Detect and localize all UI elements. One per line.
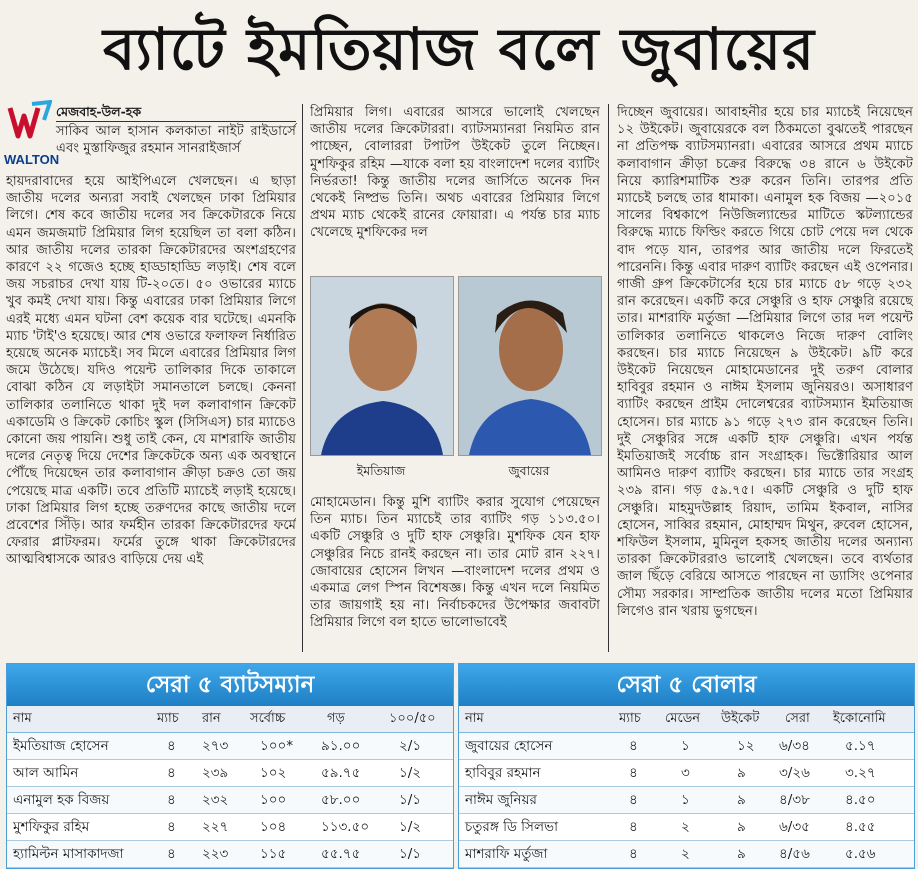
average: ১১৩.৫০ (321, 819, 370, 835)
highest: ১০০* (260, 738, 294, 754)
player-name: হাবিবুর রহমান (465, 765, 541, 781)
top-batsmen-table (6, 663, 454, 869)
headline: ব্যাটে ইমতিয়াজ বলে জুবায়ের (103, 15, 815, 83)
matches: ৪ (167, 846, 176, 862)
header-cell: ম্যাচ (157, 711, 179, 726)
table-row (7, 760, 453, 787)
table-header (459, 706, 914, 733)
header-cell: ইকোনোমি (833, 711, 886, 726)
walton-logo-text: WALTON (4, 152, 60, 167)
hundreds-fifties: ১/১ (399, 846, 422, 862)
best: ৪/৫৬ (779, 846, 810, 862)
matches: ৪ (167, 819, 176, 835)
table-row (7, 814, 453, 841)
maidens: ৩ (681, 765, 690, 781)
matches: ৪ (629, 765, 638, 781)
runs: ২২৩ (202, 846, 229, 862)
highest: ১০০ (260, 792, 287, 808)
table-row (459, 787, 914, 814)
matches: ৪ (629, 846, 638, 862)
player-name: চতুরঙ্গ ডি সিলভা (465, 819, 558, 835)
player-name: জুবায়ের হোসেন (465, 738, 553, 754)
runs: ২৩৯ (202, 765, 229, 781)
average: ৫৫.৭৫ (321, 846, 361, 862)
average: ৫৮.০০ (321, 792, 361, 808)
hundreds-fifties: ১/২ (399, 819, 422, 835)
hundreds-fifties: ১/১ (399, 792, 422, 808)
maidens: ২ (681, 819, 690, 835)
player-name: ইমতিয়াজ হোসেন (13, 738, 109, 754)
article-column-2: প্রিমিয়ার লিগ। এবারের আসরে ভালোই খেলছেন জাতীয় দলের ক্রিকেটাররা। ব্যাটসম্যানরা নিয়মিত রান পাচ্ছেন, বোলাররা টপাটপ উইকেট তুলে নিচ্ছেন। মুশফিকুর রহিম —যাকে বলা হয় বাংলাদেশ দলের ব্যাটিং নির্ভরতা! কিন্তু জাতীয় দলের জার্সিতে অনেক দিন থেকেই নিষ্প্রভ তিনি। অথচ এবারের প্রিমিয়ার লিগে প্রথম ম্যাচ থেকেই রানের ফোয়ারা। এ পর্যন্ত চার ম্যাচ খেলেছে মুশফিকের দল (310, 105, 600, 241)
header-cell: নাম (13, 711, 32, 726)
table-row (459, 733, 914, 760)
article-intro: সাকিব আল হাসান কলকাতা নাইট রাইডার্সে এবং মুস্তাফিজুর রহমান সানরাইজার্স (56, 124, 296, 157)
hundreds-fifties: ২/১ (399, 738, 422, 754)
maidens: ২ (681, 846, 690, 862)
byline-rule (56, 121, 296, 122)
wickets: ৯ (737, 765, 746, 781)
header-cell: ১০০/৫০ (389, 711, 436, 726)
player-name: নাঈম জুনিয়র (465, 792, 537, 808)
economy: ৩.২৭ (845, 765, 876, 781)
runs: ২৭৩ (202, 738, 229, 754)
highest: ১০৪ (260, 819, 287, 835)
article-column-1: হায়দরাবাদের হয়ে আইপিএলে খেলছেন। এ ছাড়া জাতীয় দলের অন্যরা সবাই খেলছেন ঢাকা প্রিমিয়ার লিগে। শেষ কবে জাতীয় দলের সব ক্রিকেটারকে নিয়ে এমন জমজমাট প্রিমিয়ার লিগ হয়েছিল তা বলা কঠিন। আর জাতীয় দলের তারকা ক্রিকেটারদের অংশগ্রহণের কারণে ২২ গজেও হচ্ছে হাড্ডাহাড্ডি লড়াই। শেষ বলে জয় সচরাচর দেখা যায় টি-২০তে। ৫০ ওভারের ম্যাচে খুব কমই দেখা যায়। কিন্তু এবারের ঢাকা প্রিমিয়ার লিগে এরই মধ্যে এমন ঘটনা বেশ কয়েক বার ঘটেছে। এমনকি ম্যাচ 'টাই'ও হয়েছে। আর শেষ ওভারে ফলাফল নির্ধারিত হয়েছে অনেক ম্যাচেই। সব মিলে এবারের প্রিমিয়ার লিগ জমে উঠেছে। যদিও পয়েন্ট তালিকার দিকে তাকালে বোঝা কঠিন যে লড়াইটা সমানতালে চলছে। কেননা তালিকার তলানিতে থাকা দুই দল কলাবাগান ক্রিকেট একাডেমি ও ক্রিকেট কোচিং স্কুল (সিসিএস) চার ম্যাচেও কোনো জয় পায়নি। শুধু তাই কেন, যে মাশরাফি জাতীয় দলের নেতৃত্ব দিয়ে দেশের ক্রিকেটকে অন্য এক অবস্থানে পৌঁছে দিয়েছেন তার কলাবাগান ক্রীড়া চক্রও তো জয় পেয়েছে মাত্র একটি। তবে প্রতিটি ম্যাচেই লড়াই হয়েছে। ঢাকা প্রিমিয়ার লিগ হচ্ছে তরুণদের কাছে জাতীয় দলে প্রবেশের সিঁড়ি। আর ফর্মহীন তারকা ক্রিকেটারদের ফর্মে ফেরার প্লাটফরম। ফর্মের তুঙ্গে থাকা ক্রিকেটারদের আত্মবিশ্বাসকে আরও বাড়িয়ে দেয় এই (6, 174, 296, 568)
article-column-2-continued: মোহামেডান। কিন্তু মুশি ব্যাটিং করার সুযোগ পেয়েছেন তিন ম্যাচ। তিন ম্যাচেই তার ব্যাটিং গড় ১১৩.৫০। একটি সেঞ্চুরি ও দুটি হাফ সেঞ্চুরি। মুশফিক যেন হাফ সেঞ্চুরির নিচে রানই করছেন না। তার মোট রান ২২৭। জোবায়ের হোসেন লিখন —বাংলাদেশ দলের প্রথম ও একমাত্র লেগ স্পিন বিশেষজ্ঞ। কিন্তু এখন দলে নিয়মিত তার জায়গাই হয় না। নির্বাচকদের উপেক্ষার জবাবটা প্রিমিয়ার লিগে বল হাতে ভালোভাবেই (310, 495, 600, 631)
maidens: ১ (681, 792, 690, 808)
player-name: মুশফিকুর রহিম (13, 819, 90, 835)
table-row (7, 787, 453, 814)
table-header (7, 706, 453, 733)
table-row (7, 841, 453, 868)
matches: ৪ (629, 738, 638, 754)
best: ৩/২৬ (779, 765, 810, 781)
column-divider (608, 104, 609, 652)
player-name: হ্যামিল্টন মাসাকাদজা (13, 846, 124, 862)
table-body (7, 733, 453, 868)
header-cell: নাম (465, 711, 484, 726)
table-body (459, 733, 914, 868)
wickets: ৯ (737, 819, 746, 835)
best: ৬/৩৫ (779, 819, 810, 835)
maidens: ১ (681, 738, 690, 754)
wickets: ৯ (737, 846, 746, 862)
photo-caption: জুবায়ের (508, 463, 550, 478)
matches: ৪ (629, 792, 638, 808)
matches: ৪ (167, 738, 176, 754)
matches: ৪ (167, 792, 176, 808)
header-cell: সেরা (785, 711, 810, 726)
photo-zubair (458, 276, 602, 456)
header-cell: রান (202, 711, 221, 726)
player-name: মাশরাফি মর্তুজা (465, 846, 548, 862)
hundreds-fifties: ১/২ (399, 765, 422, 781)
table-row (7, 733, 453, 760)
runs: ২২৭ (202, 819, 229, 835)
header-cell: সর্বোচ্চ (250, 711, 286, 726)
player-name: আল আমিন (13, 765, 79, 781)
article-column-3: দিচ্ছেন জুবায়ের। আবাহনীর হয়ে চার ম্যাচেই নিয়েছেন ১২ উইকেট। জুবায়েরকে বল ঠিকমতো বুঝতেই পারছেন না প্রতিপক্ষ ব্যাটসম্যানরা। এবারের আসরে প্রথম ম্যাচে কলাবাগান ক্রীড়া চক্রের বিরুদ্ধে ৩৪ রানে ৬ উইকেট নিয়ে ক্যারিশমাটিক শুরু করেন তিনি। তারপর প্রতি ম্যাচেই চলছে তার ধামাকা। এনামুল হক বিজয় —২০১৫ সালের বিশ্বকাপে নিউজিল্যান্ডের মাটিতে স্কটল্যান্ডের বিরুদ্ধে ম্যাচে ফিল্ডিং করতে গিয়ে চোট পেয়ে দল থেকে বাদ পড়ে যান, তারপর আর জাতীয় দলে ফিরতেই পারেননি। কিন্তু এবার দারুণ ব্যাটিং করছেন এই ওপেনার। গাজী গ্রুপ ক্রিকেটার্সের হয়ে চার ম্যাচে ৫৮ গড়ে ২৩২ রান করেছেন। একটি করে সেঞ্চুরি ও হাফ সেঞ্চুরি রয়েছে তার। মাশরাফি মর্তুজা —প্রিমিয়ার লিগে তার দল পয়েন্ট তালিকার তলানিতে থাকলেও নিজে দারুণ বোলিং করছেন। চার ম্যাচে নিয়েছেন ৯ উইকেট। ৯টি করে উইকেট নিয়েছেন মোহামেডানের দুই তরুণ বোলার হাবিবুর রহমান ও নাঈম ইসলাম জুনিয়রও। অসাধারণ ব্যাটিং করছেন প্রাইম দোলেশ্বরের ব্যাটসম্যান ইমতিয়াজ হোসেন। চার ম্যাচে ৯১ গড়ে ২৭৩ রান করেছেন তিনি। দুই সেঞ্চুরির সঙ্গে একটি হাফ সেঞ্চুরি। এখন পর্যন্ত ইমতিয়াজই সর্বোচ্চ রান সংগ্রাহক। ভিক্টোরিয়ার আল আমিনও দারুণ ব্যাটিং করছেন। চার ম্যাচে তার সংগ্রহ ২৩৯ রান। গড় ৫৯.৭৫। একটি সেঞ্চুরি ও দুটি হাফ সেঞ্চুরি। মাহমুদউল্লাহ রিয়াদ, তামিম ইকবাল, নাসির হোসেন, সাব্বির রহমান, মোহাম্মদ মিথুন, রুবেল হোসেন, শফিউল ইসলাম, মুমিনুল হকসহ জাতীয় দলের অন্যান্য তারকা ক্রিকেটাররাও ভালোই খেলছেন। তবে ব্যর্থতার জাল ছিঁড়ে বেরিয়ে আসতে পারছেন না ড্যাসিং ওপেনার সৌম্য সরকার। সাম্প্রতিক জাতীয় দলের মতো প্রিমিয়ার লিগেও রান খরায় ভুগছেন। (617, 105, 913, 619)
matches: ৪ (629, 819, 638, 835)
highest: ১০২ (260, 765, 287, 781)
best: ৪/৩৮ (779, 792, 810, 808)
table-row (459, 760, 914, 787)
photo-group (310, 276, 601, 486)
table-title: সেরা ৫ বোলার (459, 664, 914, 706)
wickets: ১২ (737, 738, 755, 754)
table-row (459, 841, 914, 868)
header-cell: ম্যাচ (619, 711, 641, 726)
top-bowlers-table (458, 663, 915, 869)
economy: ৫.৫৬ (845, 846, 876, 862)
header-cell: উইকেট (721, 711, 760, 726)
photo-caption: ইমতিয়াজ (356, 463, 406, 478)
column-divider (302, 104, 303, 652)
byline: মেজবাহ-উল-হক (56, 104, 142, 119)
economy: ৫.১৭ (845, 738, 876, 754)
matches: ৪ (167, 765, 176, 781)
highest: ১১৫ (260, 846, 287, 862)
table-row (459, 814, 914, 841)
economy: ৪.৫৫ (845, 819, 876, 835)
photo-imtiaz (310, 276, 454, 456)
player-name: এনামুল হক বিজয় (13, 792, 110, 808)
best: ৬/৩৪ (779, 738, 810, 754)
table-title: সেরা ৫ ব্যাটসম্যান (7, 664, 453, 706)
header-cell: মেডেন (665, 711, 701, 726)
wickets: ৯ (737, 792, 746, 808)
runs: ২৩২ (202, 792, 229, 808)
average: ৯১.০০ (321, 738, 361, 754)
average: ৫৯.৭৫ (321, 765, 361, 781)
header-cell: গড় (327, 711, 345, 726)
economy: ৪.৫০ (845, 792, 876, 808)
